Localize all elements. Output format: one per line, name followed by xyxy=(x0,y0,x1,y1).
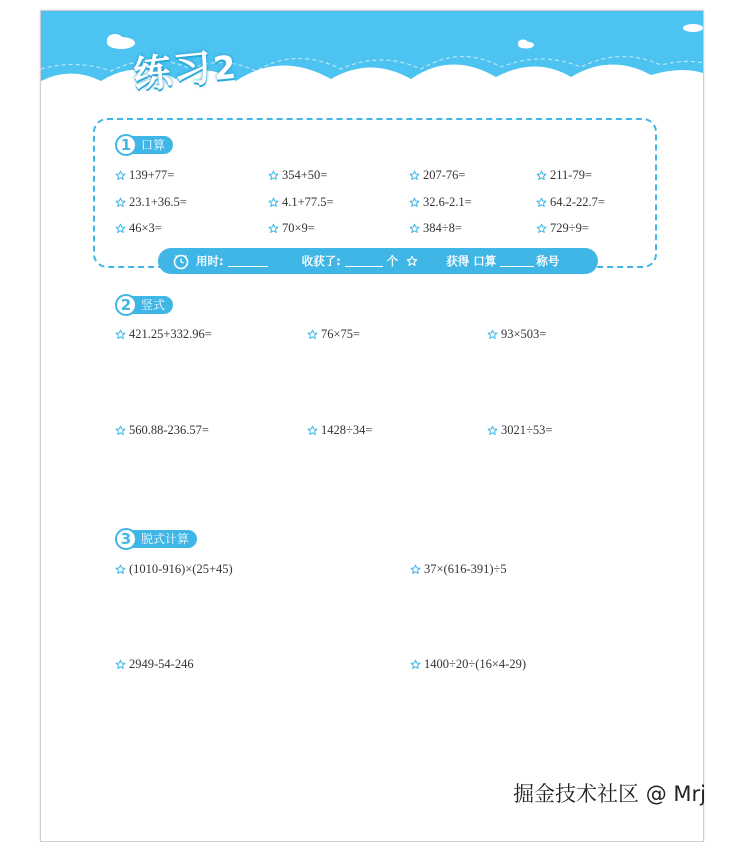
star-icon xyxy=(406,255,418,267)
earned-label: 收获了: xyxy=(301,254,341,268)
star-icon xyxy=(115,425,126,436)
section2-problem xyxy=(487,327,546,342)
section3-problem xyxy=(410,657,526,672)
problem-text: 2949-54-246 xyxy=(129,657,194,671)
section2-problem xyxy=(115,423,209,438)
star-icon xyxy=(115,329,126,340)
problem-text: 46×3= xyxy=(129,221,162,235)
problem-text: 37×(616-391)÷5 xyxy=(424,562,507,576)
section2-problem xyxy=(307,327,360,342)
section3-problem xyxy=(115,657,194,672)
star-icon xyxy=(410,659,421,670)
section1-problem xyxy=(268,195,334,210)
section1-index: 1 xyxy=(115,134,137,156)
problem-text: 23.1+36.5= xyxy=(129,195,187,209)
problem-text: 354+50= xyxy=(282,168,328,182)
star-icon xyxy=(115,197,126,208)
problem-text: 93×503= xyxy=(501,327,547,341)
star-icon xyxy=(536,223,547,234)
time-record-bar xyxy=(158,248,598,274)
time-blank[interactable] xyxy=(228,256,268,267)
problem-text: 1400÷20÷(16×4-29) xyxy=(424,657,527,671)
section1-title: 口算 xyxy=(129,136,173,154)
problem-text: 421.25+332.96= xyxy=(129,327,212,341)
clock-icon xyxy=(172,252,190,270)
problem-text: 70×9= xyxy=(282,221,315,235)
section3-index: 3 xyxy=(115,528,137,550)
section1-problem xyxy=(536,221,589,236)
section2-problem xyxy=(307,423,372,438)
section1-problem xyxy=(409,168,465,183)
star-icon xyxy=(410,564,421,575)
star-icon xyxy=(536,197,547,208)
star-icon xyxy=(536,170,547,181)
section3-problem xyxy=(115,562,233,577)
section2-problem xyxy=(115,327,212,342)
award-blank[interactable] xyxy=(500,256,534,267)
problem-text: 384÷8= xyxy=(423,221,462,235)
problem-text: 139+77= xyxy=(129,168,175,182)
award-label: 获得 口算 xyxy=(446,254,497,268)
problem-text: 3021÷53= xyxy=(501,423,553,437)
star-icon xyxy=(307,425,318,436)
section1-problem xyxy=(115,168,174,183)
star-icon xyxy=(409,223,420,234)
earned-blank[interactable] xyxy=(345,256,383,267)
cloud-icon xyxy=(683,24,703,32)
worksheet-page xyxy=(40,10,704,842)
star-icon xyxy=(115,170,126,181)
problem-text: 1428÷34= xyxy=(321,423,373,437)
problem-text: 4.1+77.5= xyxy=(282,195,334,209)
award-suffix: 称号 xyxy=(536,254,560,268)
section1-problem xyxy=(115,195,187,210)
section2-title: 竖式 xyxy=(129,296,173,314)
problem-text: 64.2-22.7= xyxy=(550,195,605,209)
problem-text: (1010-916)×(25+45) xyxy=(129,562,233,576)
star-icon xyxy=(268,170,279,181)
time-label: 用时: xyxy=(196,254,224,268)
problem-text: 211-79= xyxy=(550,168,592,182)
star-icon xyxy=(409,170,420,181)
mental-math-box xyxy=(93,118,657,268)
section2-index: 2 xyxy=(115,294,137,316)
star-icon xyxy=(115,223,126,234)
section3-label xyxy=(115,528,197,550)
problem-text: 729÷9= xyxy=(550,221,589,235)
section1-label xyxy=(115,134,173,156)
section3-problem xyxy=(410,562,507,577)
star-icon xyxy=(409,197,420,208)
star-icon xyxy=(115,659,126,670)
watermark-text: 掘金技术社区 @ Mrj xyxy=(513,782,706,806)
section1-problem xyxy=(115,221,162,236)
page-title: 练习2 xyxy=(131,45,240,98)
section1-problem xyxy=(409,195,472,210)
star-icon xyxy=(115,564,126,575)
section2-label xyxy=(115,294,173,316)
section1-problem xyxy=(536,195,605,210)
section2-problem xyxy=(487,423,552,438)
section1-problem xyxy=(536,168,592,183)
star-icon xyxy=(487,329,498,340)
section1-problem xyxy=(268,221,315,236)
star-icon xyxy=(487,425,498,436)
section1-problem xyxy=(409,221,462,236)
star-icon xyxy=(307,329,318,340)
problem-text: 32.6-2.1= xyxy=(423,195,472,209)
star-icon xyxy=(268,223,279,234)
problem-text: 207-76= xyxy=(423,168,466,182)
star-icon xyxy=(268,197,279,208)
earned-unit: 个 xyxy=(386,254,399,268)
section1-problem xyxy=(268,168,327,183)
problem-text: 560.88-236.57= xyxy=(129,423,209,437)
section3-title: 脱式计算 xyxy=(129,530,197,548)
problem-text: 76×75= xyxy=(321,327,361,341)
